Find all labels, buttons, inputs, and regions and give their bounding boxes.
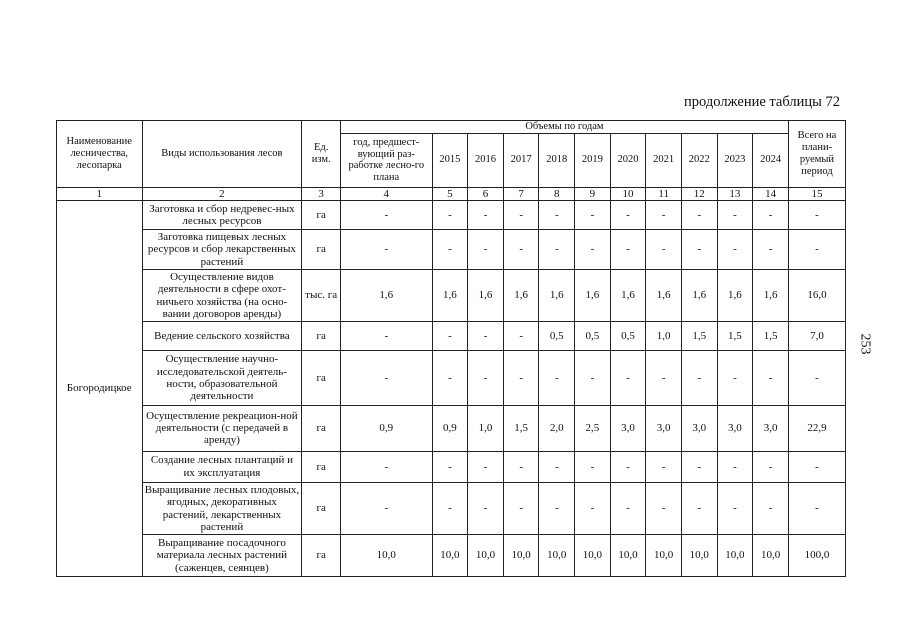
column-number: 8 <box>539 187 575 200</box>
year-value-cell: 10,0 <box>753 535 789 577</box>
year-value-cell: 1,6 <box>610 269 646 321</box>
use-type-cell: Осуществление научно-исследовательской деятель-ности, образовательной деятельности <box>142 351 302 405</box>
year-value-cell: 1,6 <box>468 269 504 321</box>
year-value-cell: 10,0 <box>681 535 717 577</box>
year-value-cell: 10,0 <box>610 535 646 577</box>
year-value-cell: - <box>610 482 646 534</box>
unit-cell: га <box>302 230 341 270</box>
year-value-cell: 10,0 <box>341 535 433 577</box>
year-value-cell: 0,9 <box>432 405 468 451</box>
year-value-cell: 1,6 <box>681 269 717 321</box>
column-number: 10 <box>610 187 646 200</box>
year-value-cell: - <box>646 351 682 405</box>
year-value-cell: 1,6 <box>503 269 539 321</box>
column-number: 9 <box>575 187 611 200</box>
year-value-cell: 1,0 <box>468 405 504 451</box>
year-value-cell: - <box>468 482 504 534</box>
column-number: 3 <box>302 187 341 200</box>
column-number: 1 <box>57 187 143 200</box>
year-value-cell: - <box>503 451 539 482</box>
year-value-cell: - <box>646 230 682 270</box>
column-number: 11 <box>646 187 682 200</box>
year-value-cell: 1,6 <box>646 269 682 321</box>
year-value-cell: - <box>717 451 753 482</box>
unit-cell: га <box>302 351 341 405</box>
year-value-cell: 10,0 <box>646 535 682 577</box>
year-value-cell: - <box>468 451 504 482</box>
year-value-cell: 10,0 <box>575 535 611 577</box>
unit-cell: га <box>302 482 341 534</box>
year-value-cell: 1,6 <box>539 269 575 321</box>
year-value-cell: - <box>468 351 504 405</box>
year-value-cell: - <box>681 201 717 230</box>
total-value-cell: 100,0 <box>788 535 845 577</box>
forestry-name-cell: Богородицкое <box>57 201 143 577</box>
table-row <box>57 451 846 482</box>
year-value-cell: - <box>539 482 575 534</box>
year-value-cell: 10,0 <box>539 535 575 577</box>
year-value-cell: 2,5 <box>575 405 611 451</box>
unit-cell: тыс. га <box>302 269 341 321</box>
year-value-cell: - <box>503 230 539 270</box>
year-value-cell: - <box>753 451 789 482</box>
column-number: 12 <box>681 187 717 200</box>
year-value-cell: 1,6 <box>753 269 789 321</box>
year-value-cell: - <box>575 201 611 230</box>
column-number: 15 <box>788 187 845 200</box>
year-value-cell: - <box>503 201 539 230</box>
year-value-cell: 3,0 <box>646 405 682 451</box>
year-value-cell: 3,0 <box>681 405 717 451</box>
year-value-cell: - <box>503 322 539 351</box>
year-value-cell: - <box>753 201 789 230</box>
year-value-cell: 1,5 <box>503 405 539 451</box>
header-prev-year: год, предшест-вующий раз-работке лесно-го плана <box>341 133 433 187</box>
use-type-cell: Выращивание лесных плодовых, ягодных, декоративных растений, лекарственных растений <box>142 482 302 534</box>
year-value-cell: 3,0 <box>753 405 789 451</box>
header-year: 2022 <box>681 133 717 187</box>
year-value-cell: 1,6 <box>432 269 468 321</box>
year-value-cell: - <box>646 201 682 230</box>
column-number: 5 <box>432 187 468 200</box>
use-type-cell: Создание лесных плантаций и их эксплуатация <box>142 451 302 482</box>
unit-cell: га <box>302 405 341 451</box>
year-value-cell: - <box>539 451 575 482</box>
year-value-cell: - <box>753 482 789 534</box>
year-value-cell: - <box>341 482 433 534</box>
year-value-cell: 10,0 <box>432 535 468 577</box>
year-value-cell: - <box>468 230 504 270</box>
header-year: 2016 <box>468 133 504 187</box>
year-value-cell: 1,5 <box>681 322 717 351</box>
year-value-cell: - <box>575 351 611 405</box>
year-value-cell: - <box>717 351 753 405</box>
year-value-cell: 1,5 <box>753 322 789 351</box>
year-value-cell: 0,5 <box>575 322 611 351</box>
header-year: 2019 <box>575 133 611 187</box>
year-value-cell: - <box>575 451 611 482</box>
year-value-cell: - <box>432 351 468 405</box>
header-year: 2020 <box>610 133 646 187</box>
header-year: 2024 <box>753 133 789 187</box>
table-row <box>57 535 846 577</box>
year-value-cell: - <box>432 482 468 534</box>
unit-cell: га <box>302 201 341 230</box>
column-number: 14 <box>753 187 789 200</box>
year-value-cell: - <box>503 351 539 405</box>
year-value-cell: - <box>503 482 539 534</box>
year-value-cell: 10,0 <box>717 535 753 577</box>
year-value-cell: - <box>610 351 646 405</box>
header-year: 2017 <box>503 133 539 187</box>
year-value-cell: - <box>610 201 646 230</box>
year-value-cell: 10,0 <box>468 535 504 577</box>
year-value-cell: - <box>681 230 717 270</box>
table-row <box>57 351 846 405</box>
year-value-cell: - <box>432 201 468 230</box>
year-value-cell: - <box>717 201 753 230</box>
year-value-cell: 0,5 <box>539 322 575 351</box>
column-number-row <box>57 187 846 200</box>
table-row <box>57 405 846 451</box>
use-type-cell: Осуществление видов деятельности в сфере охот-ничьего хозяйства (на осно-вании договоров аренды) <box>142 269 302 321</box>
column-number: 7 <box>503 187 539 200</box>
year-value-cell: - <box>539 351 575 405</box>
unit-cell: га <box>302 451 341 482</box>
table-row <box>57 482 846 534</box>
year-value-cell: 0,9 <box>341 405 433 451</box>
total-value-cell: - <box>788 451 845 482</box>
header-year: 2015 <box>432 133 468 187</box>
year-value-cell: - <box>468 201 504 230</box>
use-type-cell: Осуществление рекреацион-ной деятельности (с передачей в аренду) <box>142 405 302 451</box>
year-value-cell: - <box>610 451 646 482</box>
header-forestry: Наименование лесничества, лесопарка <box>57 121 143 188</box>
header-total: Всего на плани-руемый период <box>788 121 845 188</box>
year-value-cell: 1,0 <box>646 322 682 351</box>
year-value-cell: - <box>753 351 789 405</box>
table-continuation-label: продолжение таблицы 72 <box>684 94 840 110</box>
total-value-cell: 7,0 <box>788 322 845 351</box>
year-value-cell: 1,6 <box>341 269 433 321</box>
total-value-cell: - <box>788 201 845 230</box>
year-value-cell: - <box>681 451 717 482</box>
unit-cell: га <box>302 322 341 351</box>
total-value-cell: - <box>788 230 845 270</box>
year-value-cell: 2,0 <box>539 405 575 451</box>
year-value-cell: - <box>341 351 433 405</box>
year-value-cell: - <box>575 230 611 270</box>
year-value-cell: - <box>341 322 433 351</box>
year-value-cell: - <box>432 451 468 482</box>
year-value-cell: - <box>341 451 433 482</box>
total-value-cell: 22,9 <box>788 405 845 451</box>
year-value-cell: - <box>468 322 504 351</box>
year-value-cell: 3,0 <box>610 405 646 451</box>
use-type-cell: Ведение сельского хозяйства <box>142 322 302 351</box>
year-value-cell: - <box>717 482 753 534</box>
column-number: 4 <box>341 187 433 200</box>
use-type-cell: Заготовка пищевых лесных ресурсов и сбор лекарственных растений <box>142 230 302 270</box>
year-value-cell: 1,5 <box>717 322 753 351</box>
year-value-cell: 0,5 <box>610 322 646 351</box>
table-row <box>57 201 846 230</box>
column-number: 2 <box>142 187 302 200</box>
header-unit: Ед. изм. <box>302 121 341 188</box>
use-type-cell: Выращивание посадочного материала лесных растений (саженцев, сеянцев) <box>142 535 302 577</box>
header-year: 2023 <box>717 133 753 187</box>
year-value-cell: - <box>646 482 682 534</box>
year-value-cell: 3,0 <box>717 405 753 451</box>
year-value-cell: - <box>681 482 717 534</box>
header-volumes-by-year: Объемы по годам <box>341 121 789 134</box>
year-value-cell: - <box>341 201 433 230</box>
year-value-cell: - <box>432 322 468 351</box>
unit-cell: га <box>302 535 341 577</box>
year-value-cell: - <box>341 230 433 270</box>
year-value-cell: - <box>753 230 789 270</box>
use-type-cell: Заготовка и сбор недревес-ных лесных ресурсов <box>142 201 302 230</box>
year-value-cell: - <box>575 482 611 534</box>
forest-use-volumes-table <box>56 120 846 577</box>
total-value-cell: - <box>788 482 845 534</box>
year-value-cell: 10,0 <box>503 535 539 577</box>
table-row <box>57 322 846 351</box>
total-value-cell: - <box>788 351 845 405</box>
year-value-cell: - <box>717 230 753 270</box>
column-number: 13 <box>717 187 753 200</box>
year-value-cell: - <box>539 201 575 230</box>
year-value-cell: 1,6 <box>717 269 753 321</box>
year-value-cell: - <box>610 230 646 270</box>
total-value-cell: 16,0 <box>788 269 845 321</box>
header-year: 2021 <box>646 133 682 187</box>
header-year: 2018 <box>539 133 575 187</box>
year-value-cell: - <box>681 351 717 405</box>
year-value-cell: - <box>432 230 468 270</box>
year-value-cell: - <box>646 451 682 482</box>
year-value-cell: - <box>539 230 575 270</box>
table-row <box>57 269 846 321</box>
page-number: 253 <box>857 333 873 355</box>
year-value-cell: 1,6 <box>575 269 611 321</box>
table-row <box>57 230 846 270</box>
header-use-types: Виды использования лесов <box>142 121 302 188</box>
column-number: 6 <box>468 187 504 200</box>
